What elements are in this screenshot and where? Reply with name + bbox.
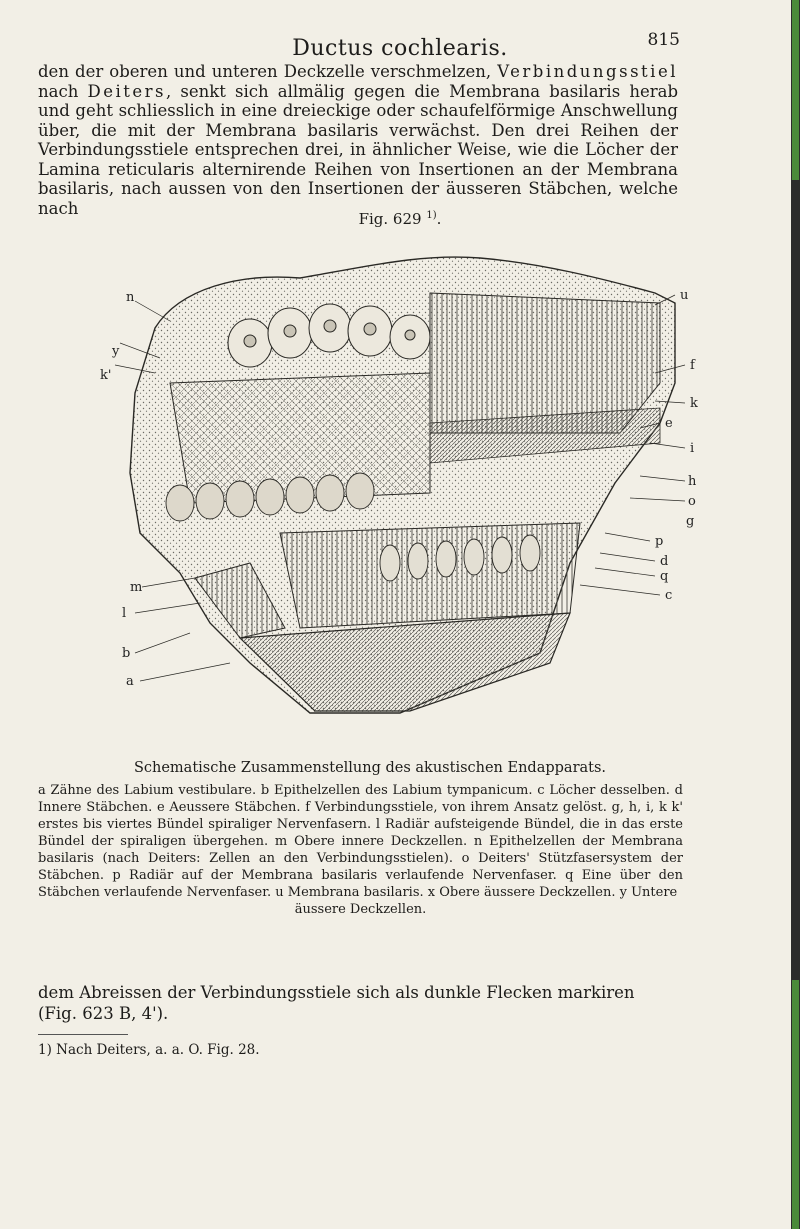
label-g: g — [686, 514, 695, 529]
body-paragraph-continued: dem Abreissen der Verbindungsstiele sich als dunkle Flecken markiren (Fig. 623 B, 4'). — [38, 983, 635, 1023]
body-paragraph — [38, 62, 678, 218]
anatomical-illustration — [100, 233, 700, 723]
cochlea-diagram — [100, 233, 700, 723]
footnote-reference: 1) — [426, 210, 437, 221]
label-k: k — [690, 396, 698, 411]
page-number: 815 — [647, 30, 680, 50]
label-k-prime: k' — [100, 368, 112, 383]
emphasized-term: Verbindungsstiel — [497, 62, 678, 81]
label-u: u — [680, 288, 689, 303]
label-i: i — [690, 441, 695, 456]
label-d: d — [660, 554, 669, 569]
body-text-part: , senkt sich allmälig gegen die Membrana basilaris herab und geht schliesslich in eine dreieckige oder schaufelförmige Anschwellung über, die mit der Membrana basilaris verwächst. Den drei Reihen der Verbindungsstiele entsprechen drei, in ähnlicher Weise, wie die Löcher der Lamina reticularis alternirende Reihen von Insertionen an der Membrana basilaris, nach aussen von den Insertionen der äusseren Stäbchen, welche nach — [38, 81, 679, 218]
footnote-divider — [38, 1034, 128, 1035]
footnote: 1) Nach Deiters, a. a. O. Fig. 28. — [38, 1042, 260, 1058]
edge-mark — [792, 980, 799, 1229]
label-m: m — [130, 580, 143, 595]
legend-text: a Zähne des Labium vestibulare. b Epithelzellen des Labium tympanicum. c Löcher desselben. d Innere Stäbchen. e Aeussere Stäbchen. f Verbindungsstiele, von ihrem Ansatz gelöst. g, h, i, k k' erstes bis viertes Bündel spiraliger Nervenfasern. l Radiär aufsteigende Bündel, die in das erste Bündel der spiraligen übergehen. m Obere innere Deckzellen. n Epithelzellen der Membrana basilaris (nach Deiters: Zellen an den Verbindungsstielen). o Deiters' Stützfasersystem der Stäbchen. p Radiär auf der Membrana basilaris verlaufende Nervenfaser. q Eine über den Stäbchen verlaufende Nervenfaser. u Membrana basilaris. x Obere äussere Deckzellen. y Untere — [38, 783, 683, 900]
running-title: Ductus cochlearis. — [292, 36, 508, 61]
label-o: o — [688, 494, 696, 509]
legend-text-end: äussere Deckzellen. — [294, 902, 427, 917]
label-y: y — [112, 344, 120, 359]
author-name: Deiters — [87, 81, 167, 101]
figure-legend — [38, 782, 683, 918]
label-p: p — [655, 534, 664, 549]
edge-mark — [792, 0, 799, 180]
body-text-part: nach — [38, 81, 88, 101]
page-edge — [791, 0, 800, 1229]
figure-number: Fig. 629 — [358, 210, 422, 228]
label-b: b — [122, 646, 131, 661]
body-text-part: den der oberen und unteren Deckzelle verschmelzen, — [38, 62, 498, 81]
figure-caption-title: Schematische Zusammenstellung des akustischen Endapparats. — [133, 760, 607, 776]
label-n: n — [126, 290, 135, 305]
label-l: l — [122, 606, 127, 621]
figure-label: Fig. 629 $^{1)}$. — [358, 210, 442, 228]
label-a: a — [126, 674, 134, 689]
label-f: f — [690, 358, 695, 373]
label-e: e — [665, 416, 673, 431]
label-c: c — [665, 588, 673, 603]
label-h: h — [688, 474, 697, 489]
label-q: q — [660, 569, 669, 584]
